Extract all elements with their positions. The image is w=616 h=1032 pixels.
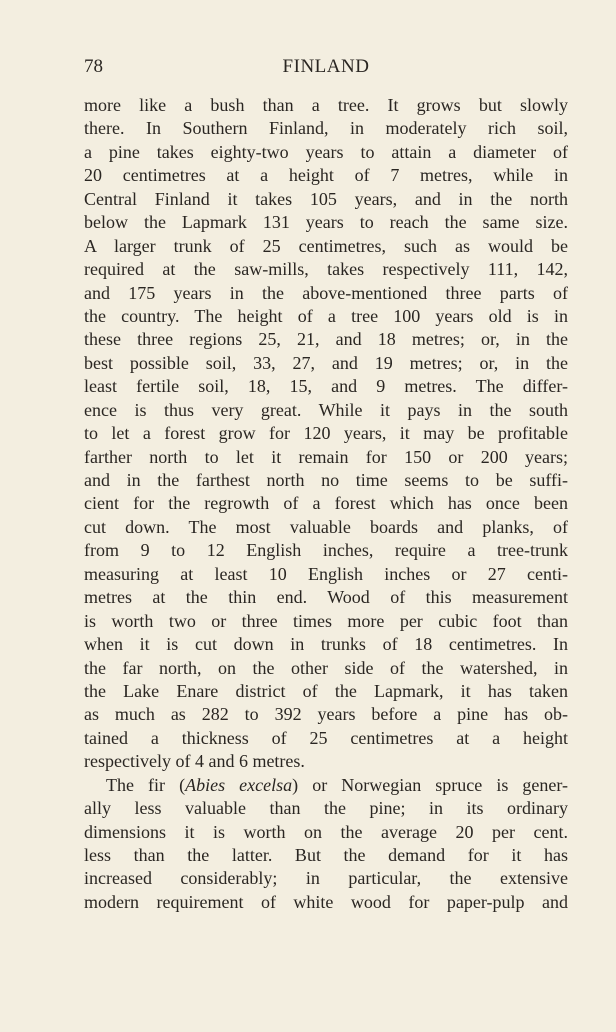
text-line: required at the saw-mills, takes respectively 111, 142, — [84, 259, 568, 280]
text-line: there. In Southern Finland, in moderately rich soil, — [84, 118, 568, 139]
text-line: less than the latter. But the demand for it has — [84, 845, 568, 865]
text-line: increased considerably; in particular, the extensive — [84, 868, 568, 889]
text-line: the far north, on the other side of the watershed, in — [84, 657, 568, 678]
running-head — [84, 56, 568, 82]
text-line: 20 centimetres at a height of 7 metres, while in — [84, 165, 568, 186]
text-line: metres at the thin end. Wood of this measurement — [84, 587, 568, 608]
text-line: the Lake Enare district of the Lapmark, it has taken — [84, 680, 568, 701]
text-line: Central Finland it takes 105 years, and in the north — [84, 188, 568, 209]
text-line: below the Lapmark 131 years to reach the same size. — [84, 212, 568, 233]
text-line: and 175 years in the above-mentioned three parts of — [84, 282, 568, 303]
text-line: cut down. The most valuable boards and planks, of — [84, 516, 568, 537]
text-line: farther north to let it remain for 150 or 200 years; — [84, 446, 568, 467]
text-line: best possible soil, 33, 27, and 19 metres; or, in the — [84, 352, 568, 373]
text-line: when it is cut down in trunks of 18 centimetres. In — [84, 634, 568, 655]
paragraph-first-line — [84, 774, 568, 797]
paragraph-last-line: respectively of 4 and 6 metres. — [84, 751, 305, 772]
text-line: cient for the regrowth of a forest which has once been — [84, 493, 568, 514]
text-line: ally less valuable than the pine; in its ordinary — [84, 798, 568, 819]
text-line: these three regions 25, 21, and 18 metres; or, in the — [84, 329, 568, 350]
text-line: to let a forest grow for 120 years, it may be profitable — [84, 423, 568, 444]
body-text — [84, 94, 568, 914]
text-line: more like a bush than a tree. It grows but slowly — [84, 95, 568, 115]
text-line: from 9 to 12 English inches, require a tree-trunk — [84, 540, 568, 561]
text-line: a pine takes eighty-two years to attain a diameter of — [84, 141, 568, 162]
italic-species-name: Abies excelsa — [185, 774, 293, 795]
text-line: is worth two or three times more per cubic foot than — [84, 610, 568, 631]
text-line: A larger trunk of 25 centimetres, such as would be — [84, 235, 568, 256]
text-line: the country. The height of a tree 100 years old is in — [84, 305, 568, 326]
text-line: dimensions it is worth on the average 20 per cent. — [84, 821, 568, 842]
text-line: and in the farthest north no time seems to be suffi- — [84, 470, 568, 490]
page-number: 78 — [84, 56, 103, 77]
text-line: modern requirement of white wood for paper-pulp and — [84, 891, 568, 912]
text-segment: The fir ( — [106, 774, 186, 795]
text-line: ence is thus very great. While it pays in the south — [84, 399, 568, 420]
text-segment: ) or Norwegian spruce is gener- — [292, 774, 569, 795]
text-line: least fertile soil, 18, 15, and 9 metres. The differ- — [84, 376, 568, 397]
text-line: as much as 282 to 392 years before a pine has ob- — [84, 704, 568, 725]
running-title: FINLAND — [282, 56, 370, 77]
text-line: tained a thickness of 25 centimetres at a height — [84, 727, 568, 748]
text-line: measuring at least 10 English inches or 27 centi- — [84, 563, 568, 584]
